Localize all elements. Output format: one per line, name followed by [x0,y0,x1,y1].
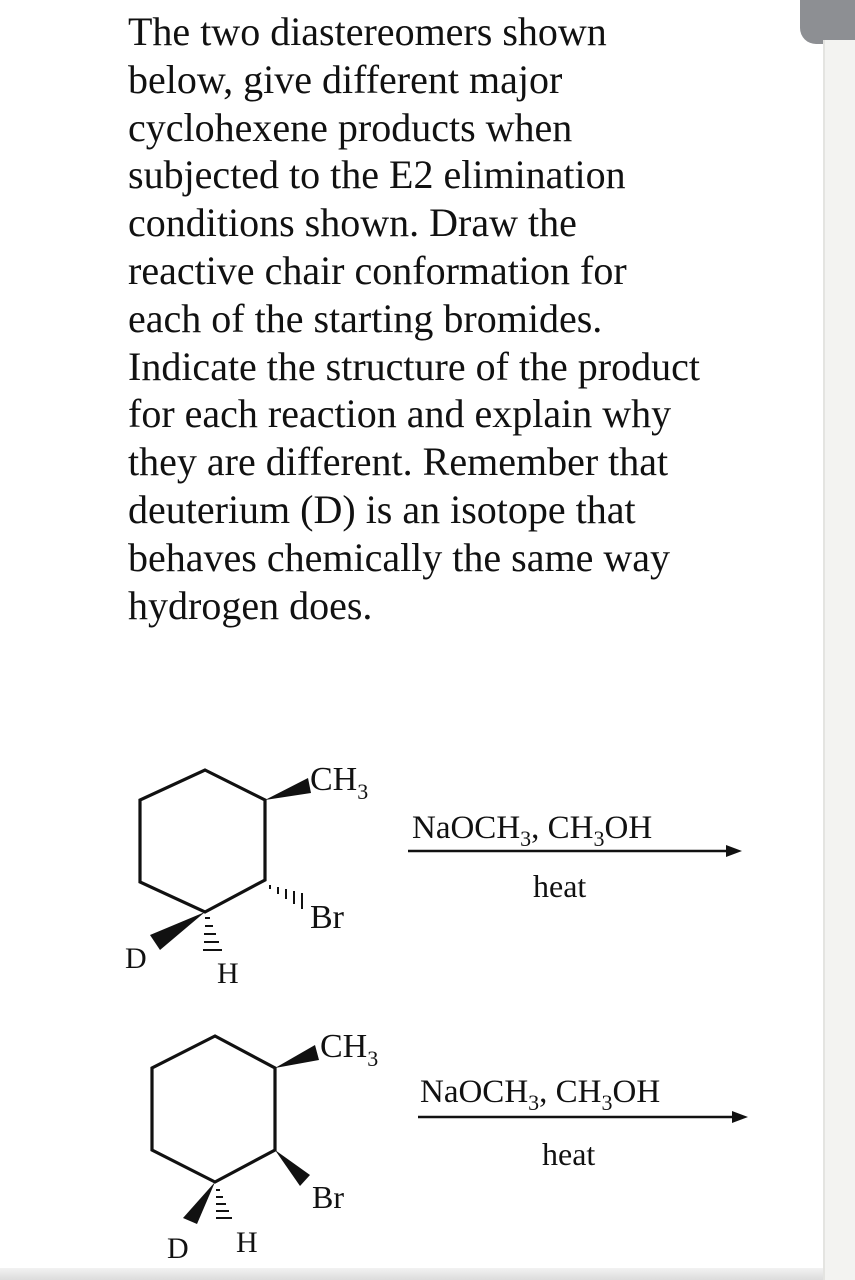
reaction-1 [125,761,742,990]
bromine-label-1: Br [310,899,344,936]
wedge-bond-d-1 [150,912,205,950]
question-text: The two diastereomers shown below, give different major cyclohexene products when subjected to the E2 elimination conditions shown. Draw the reactive chair conformation for each of the starting bromides. Indicate the structure of the product for each reaction and explain why they are different. Remember that deuterium (D) is an isotope that behaves chemically the same way hydrogen does. [128,9,700,628]
wedge-bond-ch3-2 [275,1045,319,1068]
cyclohexane-ring-2 [152,1036,275,1182]
arrow-head-2 [732,1111,748,1123]
hashed-bond-h-1 [203,918,222,950]
hashed-bond-br-1 [270,885,302,909]
reagent-label-1: NaOCH$_3$, $CH_3OH$ [412,810,653,851]
methyl-label-1: $CH_3$ [310,761,369,804]
condition-label-1: heat [533,868,587,904]
cyclohexane-ring-1 [140,770,265,912]
hydrogen-label-1: H [217,957,239,990]
wedge-bond-ch3-1 [265,778,311,800]
hydrogen-label-2: H [236,1226,258,1259]
deuterium-label-1: D [125,942,147,975]
methyl-label-2: $CH_3$ [320,1028,379,1071]
reagent-label-2: NaOCH$_3$, $CH_3OH$ [420,1074,661,1115]
arrow-head-1 [726,845,742,857]
reaction-2 [152,1028,748,1265]
deuterium-label-2: D [167,1232,189,1265]
wedge-bond-br-2 [275,1150,310,1186]
hashed-bond-h-2 [216,1190,232,1218]
bromine-label-2: Br [312,1179,344,1215]
condition-label-2: heat [542,1136,596,1172]
wedge-bond-d-2 [183,1182,215,1224]
